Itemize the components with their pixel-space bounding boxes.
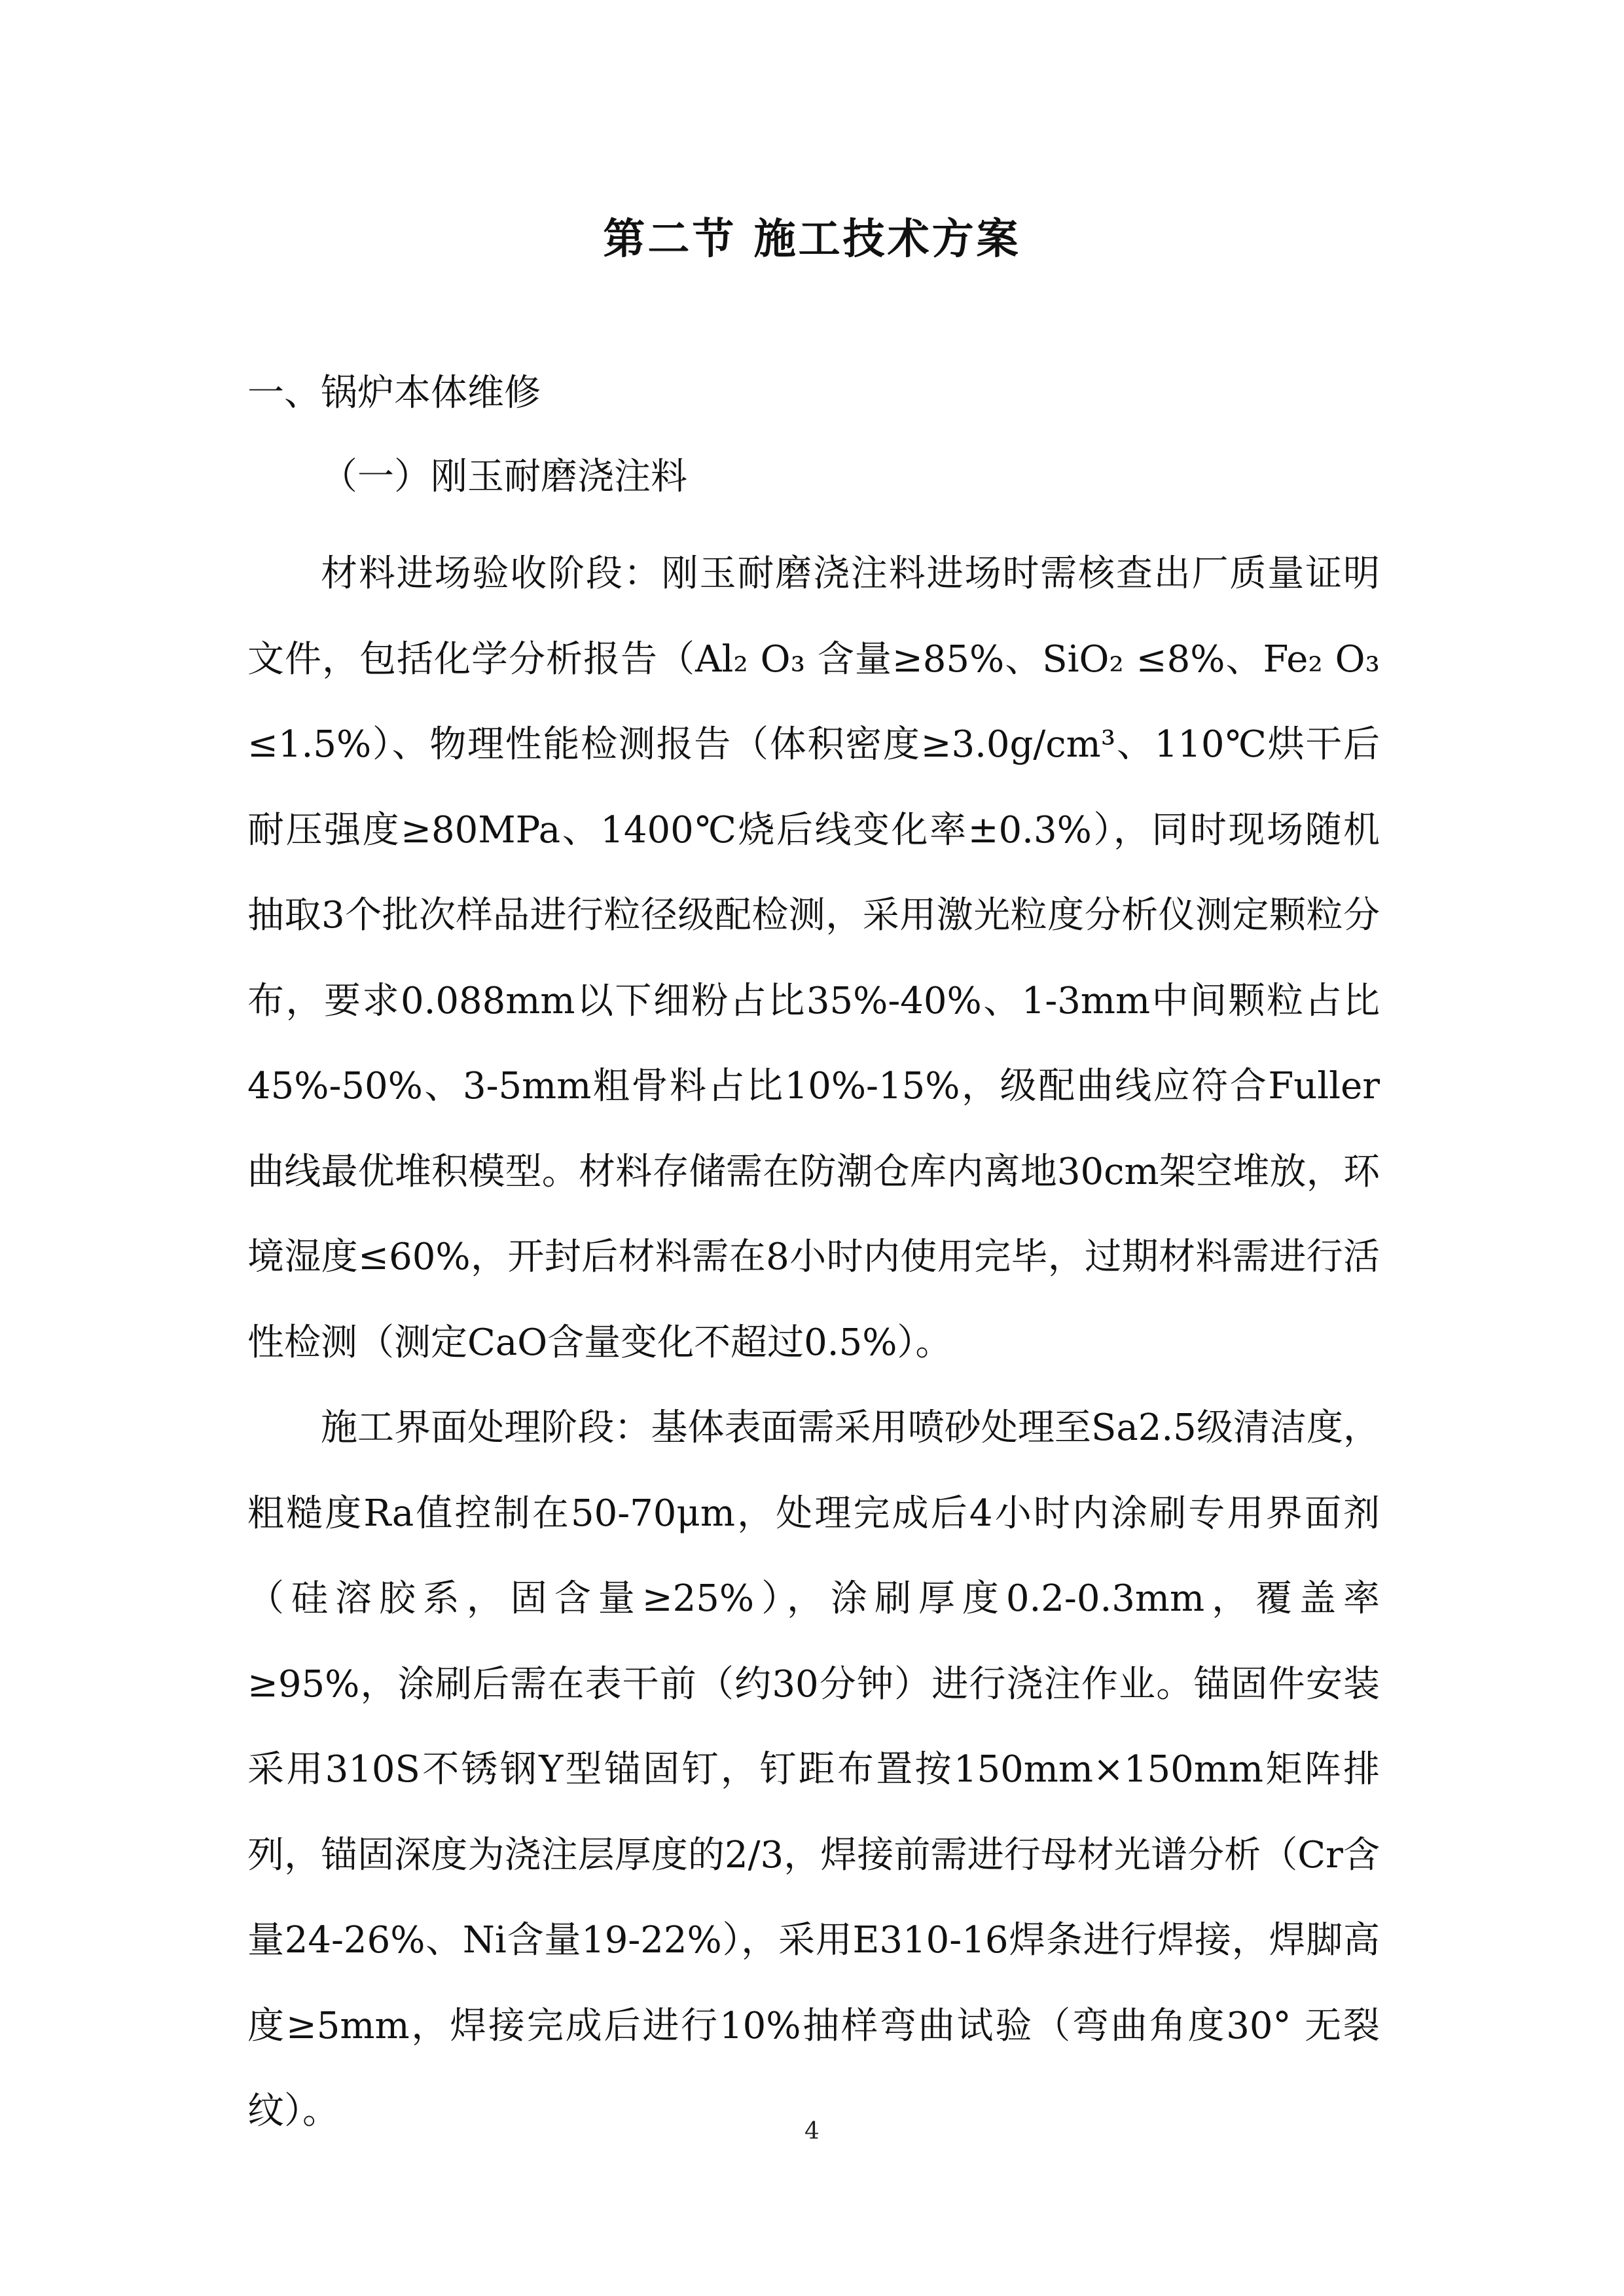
subsection-heading: （一）刚玉耐磨浇注料 xyxy=(321,456,687,498)
page-title: 第二节 施工技术方案 xyxy=(603,215,1021,264)
paragraph-interface-treatment: 施工界面处理阶段：基体表面需采用喷砂处理至Sa2.5级清洁度，粗糙度Ra值控制在50-70μm，处理完成后4小时内涂刷专用界面剂（硅溶胶系，固含量≥25%），涂刷厚度0.2-0.3mm，覆盖率≥95%，涂刷后需在表干前（约30分钟）进行浇注作业。锚固件安装采用310S不锈钢Y型锚固钉，钉距布置按150mm×150mm矩阵排列，锚固深度为浇注层厚度的2/3，焊接前需进行母材光谱分析（Cr含量24-26%、Ni含量19-22%），采用E310-16焊条进行焊接，焊脚高度≥5mm，焊接完成后进行10%抽样弯曲试验（弯曲角度30° 无裂纹）。 xyxy=(247,1407,1380,2132)
page-number: 4 xyxy=(804,2118,820,2145)
section-heading: 一、锅炉本体维修 xyxy=(247,372,541,414)
paragraph-material-acceptance: 材料进场验收阶段：刚玉耐磨浇注料进场时需核查出厂质量证明文件，包括化学分析报告（Al₂ O₃ 含量≥85%、SiO₂ ≤8%、Fe₂ O₃ ≤1.5%）、物理性能检测报告（体积密度≥3.0g/cm³、110℃烘干后耐压强度≥80MPa、1400℃烧后线变化率±0.3%），同时现场随机抽取3个批次样品进行粒径级配检测，采用激光粒度分析仪测定颗粒分布，要求0.088mm以下细粉占比35%-40%、1-3mm中间颗粒占比45%-50%、3-5mm粗骨料占比10%-15%，级配曲线应符合Fuller曲线最优堆积模型。材料存储需在防潮仓库内离地30cm架空堆放，环境湿度≤60%，开封后材料需在8小时内使用完毕，过期材料需进行活性检测（测定CaO含量变化不超过0.5%）。 xyxy=(247,552,1380,1364)
